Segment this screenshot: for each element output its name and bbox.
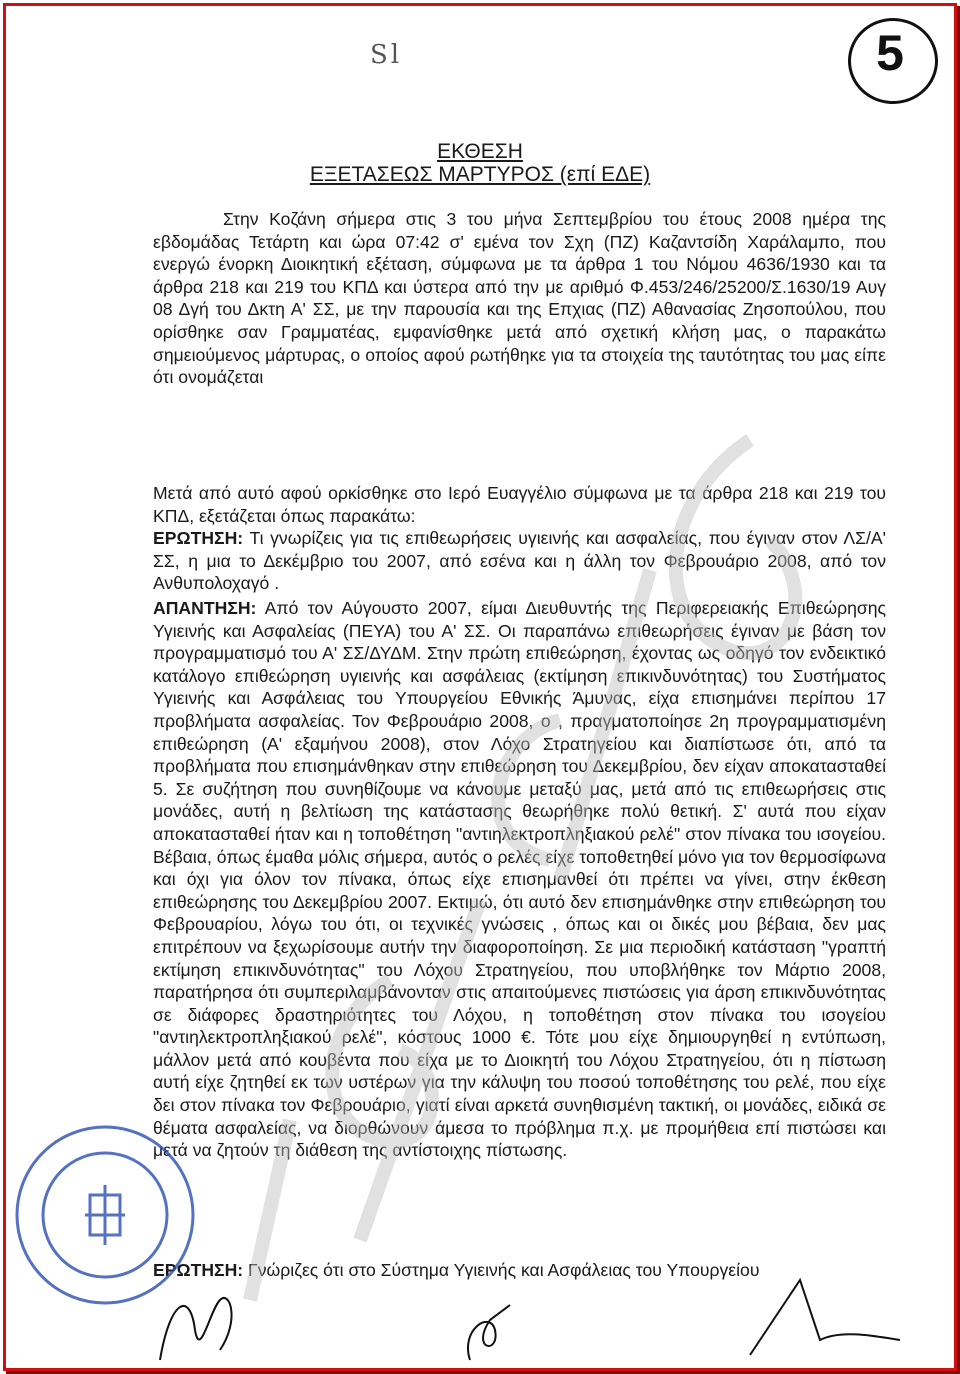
- handwritten-mark: Sl: [370, 40, 403, 70]
- question-label: ΕΡΩΤΗΣΗ:: [153, 528, 244, 548]
- answer-text: Από τον Αύγουστο 2007, είμαι Διευθυντής της Περιφερειακής Επιθεώρησης Υγιεινής και Ασφαλείας (ΠΕΥΑ) του Α' ΣΣ. Οι παραπάνω επιθεωρήσεις έγιναν με βάση τον προγραμματισμό του Α' ΣΣ/ΔΥΔΜ. Στην πρώτη επιθεώρηση, έχοντας ως οδηγό τον ενδεικτικό κατάλογο επιθεώρηση υγιεινής και ασφάλειας (εκτίμηση επικινδυνότητας) του Συστήματος Υγιεινής και Ασφάλειας του Υπουργείου Εθνικής Άμυνας, είχα επισημάνει περίπου 17 προβλήματα ασφαλείας. Τον Φεβρουάριο 2008, ο , πραγματοποίησε 2η προγραμματισμένη επιθεώρηση (Α' εξαμήνου 2008), στον Λόχο Στρατηγείου και διαπίστωσε ότι, από τα προβλήματα που επισημάνθηκαν στην επιθεώρηση του Δεκεμβρίου, δεν είχαν αποκατασταθεί 5. Σε συζήτηση που συνηθίζουμε να κάνουμε μεταξύ μας, μετά από τις επιθεωρήσεις στις μονάδες, αυτή η βελτίωση της κατάστασης θεωρήθηκε πολύ θετική. Σ' αυτά που είχαν αποκατασταθεί ήταν και η τοποθέτηση "αντιηλεκτροπληξιακού ρελέ" στον πίνακα του ισογείου. Βέβαια, όπως έμαθα μόλις σήμερα, αυτός ο ρελές είχε τοποθετηθεί μόνο για τον θερμοσίφωνα και όχι για όλον τον πίνακα, όπως είχε επισημανθεί ότι πρέπει να γίνει, στην έκθεση επιθεώρησης του Δεκεμβρίου 2007. Εκτιμώ, ότι αυτό δεν επισημάνθηκε στην επιθεώρηση του Φεβρουαρίου, λόγω του ότι, οι τεχνικές γνώσεις , όπως και οι δικές μου βέβαια, δεν μας επιτρέπουν να ξεχωρίσουμε αυτήν την διαφοροποίηση. Σε μια περιοδική κατάσταση "γραπτή εκτίμηση επικινδυνότητας" του Λόχου Στρατηγείου, που υποβλήθηκε τον Μάρτιο 2008, παρατήρησα ότι συμπεριλαμβάνονταν στις απαιτούμενες πιστώσεις για άρση επικινδυνότητας σε διάφορες δραστηριότητες του Λόχου, η τοποθέτηση στον πίνακα του ισογείου "αντιηλεκτροπληξιακού ρελέ", κόστους 1000 €. Τότε μου είχε δημιουργηθεί η εντύπωση, μάλλον μετά από κουβέντα που είχα με το Διοικητή του Λόχου Στρατηγείου, ότι η πίστωση αυτή είχε ζητηθεί εκ των υστέρων για την κάλυψη του ποσού τοποθέτησης του ρελέ, που είχε δει στον πίνακα τον Φεβρουάριο, γιατί είναι αρκετά συνηθισμένη τακτική, οι μονάδες, ειδικά σε θέματα ασφαλείας, να διορθώνουν άμεσα το πρόβλημα π.χ. με προμήθεια επί πιστώσει και μετά να ζητούν τη διάθεση της αντίστοιχης πίστωσης.: [153, 598, 886, 1161]
- redacted-line-2: [153, 440, 873, 460]
- answer-label: ΑΠΑΝΤΗΣΗ:: [153, 598, 257, 618]
- answer-1: [153, 597, 886, 1162]
- oath-paragraph: Μετά από αυτό αφού ορκίσθηκε στο Ιερό Ευαγγέλιο σύμφωνα με τα άρθρα 218 και 219 του ΚΠΔ, εξετάζεται όπως παρακάτω:: [153, 483, 886, 526]
- question-label: ΕΡΩΤΗΣΗ:: [153, 1260, 244, 1280]
- page-number: 5: [876, 25, 904, 81]
- intro-paragraph: Στην Κοζάνη σήμερα στις 3 του μήνα Σεπτεμβρίου του έτους 2008 ημέρα της εβδομάδας Τετάρτη και ώρα 07:42 σ' εμένα τον Σχη (ΠΖ) Καζαντσίδη Χαράλαμπο, που ενεργώ ένορκη Διοικητική εξέταση, σύμφωνα με τα άρθρα 1 του Νόμου 4636/1930 και τα άρθρα 218 και 219 του ΚΠΔ και ύστερα από την με αριθμό Φ.453/246/25200/Σ.1630/19 Αυγ 08 Δγή του Δκτη Α' ΣΣ, με την παρουσία και της Επχιας (ΠΖ) Αθανασίας Ζησοπούλου, που ορίσθηκε σαν Γραμματέας, εμφανίσθηκε μετά από σχετική κλήση μας, ο παρακάτω σημειούμενος μάρτυρας, ο οποίος αφού ρωτήθηκε για τα στοιχεία της ταυτότητας του μας είπε ότι ονομάζεται: [153, 209, 886, 388]
- redacted-line-1: [153, 412, 873, 432]
- question-text: Τι γνωρίζεις για τις επιθεωρήσεις υγιεινής και ασφαλείας, που έγιναν στον ΛΣ/Α' ΣΣ, η μια το Δεκέμβριο του 2007, από εσένα και η άλλη τον Φεβρουάριο 2008, από τον Ανθυπολοχαγό .: [153, 528, 886, 594]
- document-title: ΕΚΘΕΣΗ: [437, 140, 523, 163]
- signature-left: [150, 1280, 250, 1370]
- document-subtitle: ΕΞΕΤΑΣΕΩΣ ΜΑΡΤΥΡΟΣ (επί ΕΔΕ): [309, 163, 651, 186]
- question-1: [153, 527, 886, 595]
- signature-middle: [450, 1300, 530, 1370]
- question-text: Γνώριζες ότι στο Σύστημα Υγιεινής και Ασφάλειας του Υπουργείου: [248, 1260, 760, 1280]
- signature-right: [740, 1270, 910, 1365]
